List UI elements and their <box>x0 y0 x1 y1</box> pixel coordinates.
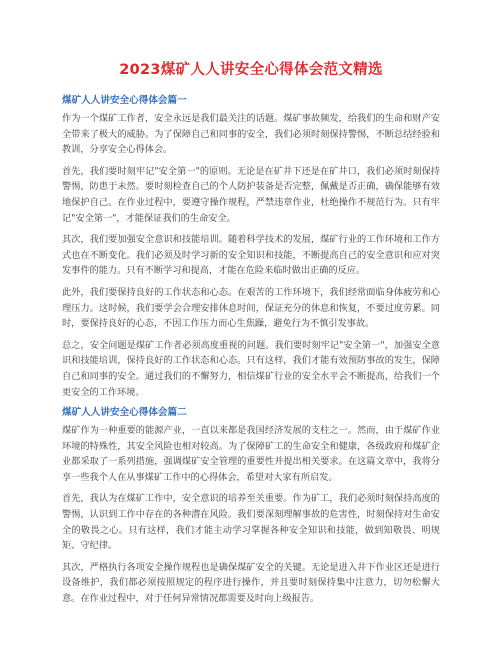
section-heading: 煤矿人人讲安全心得体会篇二 <box>62 407 187 419</box>
section-1 <box>62 94 440 400</box>
paragraph: 作为一个煤矿工作者，安全永远是我们最关注的话题。煤矿事故频发，给我们的生命和财产安全带来了极大的威胁。为了保障自己和同事的安全，我们必须时刻保持警惕，不断总结经验和教训，分享安全心得体会。 <box>62 113 440 156</box>
paragraph: 总之，安全问题是煤矿工作者必须高度重视的问题。我们要时刻牢记"安全第一"，加强安全意识和技能培训，保持良好的工作状态和心态。只有这样，我们才能有效预防事故的发生，保障自己和同事的安全。通过我们的不懈努力，相信煤矿行业的安全水平会不断提高，给我们一个更安全的工作环境。 <box>62 339 440 398</box>
document-title: 2023煤矿人人讲安全心得体会范文精选 <box>119 62 383 78</box>
section-heading: 煤矿人人讲安全心得体会篇一 <box>62 95 187 106</box>
paragraph: 其次，严格执行各项安全操作规程也是确保煤矿安全的关键。无论是进入井下作业区还是进行设备维护，我们都必须按照规定的程序进行操作，并且要时刻保持集中注意力，切勿松懈大意。在作业过程中，对于任何异常情况都需要及时向上级报告。 <box>62 561 440 605</box>
section-2 <box>62 406 440 607</box>
paragraph: 其次，我们要加强安全意识和技能培训。随着科学技术的发展，煤矿行业的工作环境和工作方式也在不断变化。我们必须及时学习新的安全知识和技能，不断提高自己的安全意识和应对突发事件的能力。只有不断学习和提高，才能在危险来临时做出正确的反应。 <box>62 234 440 277</box>
paragraph: 此外，我们要保持良好的工作状态和心态。在艰苦的工作环境下，我们经常面临身体疲劳和心理压力。这时候，我们要学会合理安排休息时间，保证充分的休息和恢复，不要过度劳累。同时，要保持良好的心态，不因工作压力而心生焦躁，避免行为不慎引发事故。 <box>62 286 440 330</box>
paragraph: 煤矿作为一种重要的能源产业，一直以来都是我国经济发展的支柱之一。然而，由于煤矿作业环境的特殊性，其安全风险也相对较高。为了保障矿工的生命安全和健康，各级政府和煤矿企业都采取了一系列措施，强调煤矿安全管理的重要性并提出相关要求。在这篇文章中，我将分享一些我个人在从事煤矿工作中的心得体会，希望对大家有所启发。 <box>62 425 440 483</box>
paragraph: 首先，我们要时刻牢记"安全第一"的原则。无论是在矿井下还是在矿井口，我们必须时刻保持警惕，防患于未然。要时刻检查自己的个人防护装备是否完整，佩戴是否正确，确保能够有效地保护自己。在作业过程中，要遵守操作规程，严禁违章作业，杜绝操作不规范行为。只有牢记"安全第一"，才能保证我们的生命安全。 <box>62 165 440 224</box>
paragraph: 首先，我认为在煤矿工作中，安全意识的培养至关重要。作为矿工，我们必须时刻保持高度的警惕，认识到工作中存在的各种潜在风险。我们要深刻理解事故的危害性，时刻保持对生命安全的敬畏之心。只有这样，我们才能主动学习掌握各种安全知识和技能，做到知敬畏、明规矩、守纪律。 <box>62 493 440 552</box>
